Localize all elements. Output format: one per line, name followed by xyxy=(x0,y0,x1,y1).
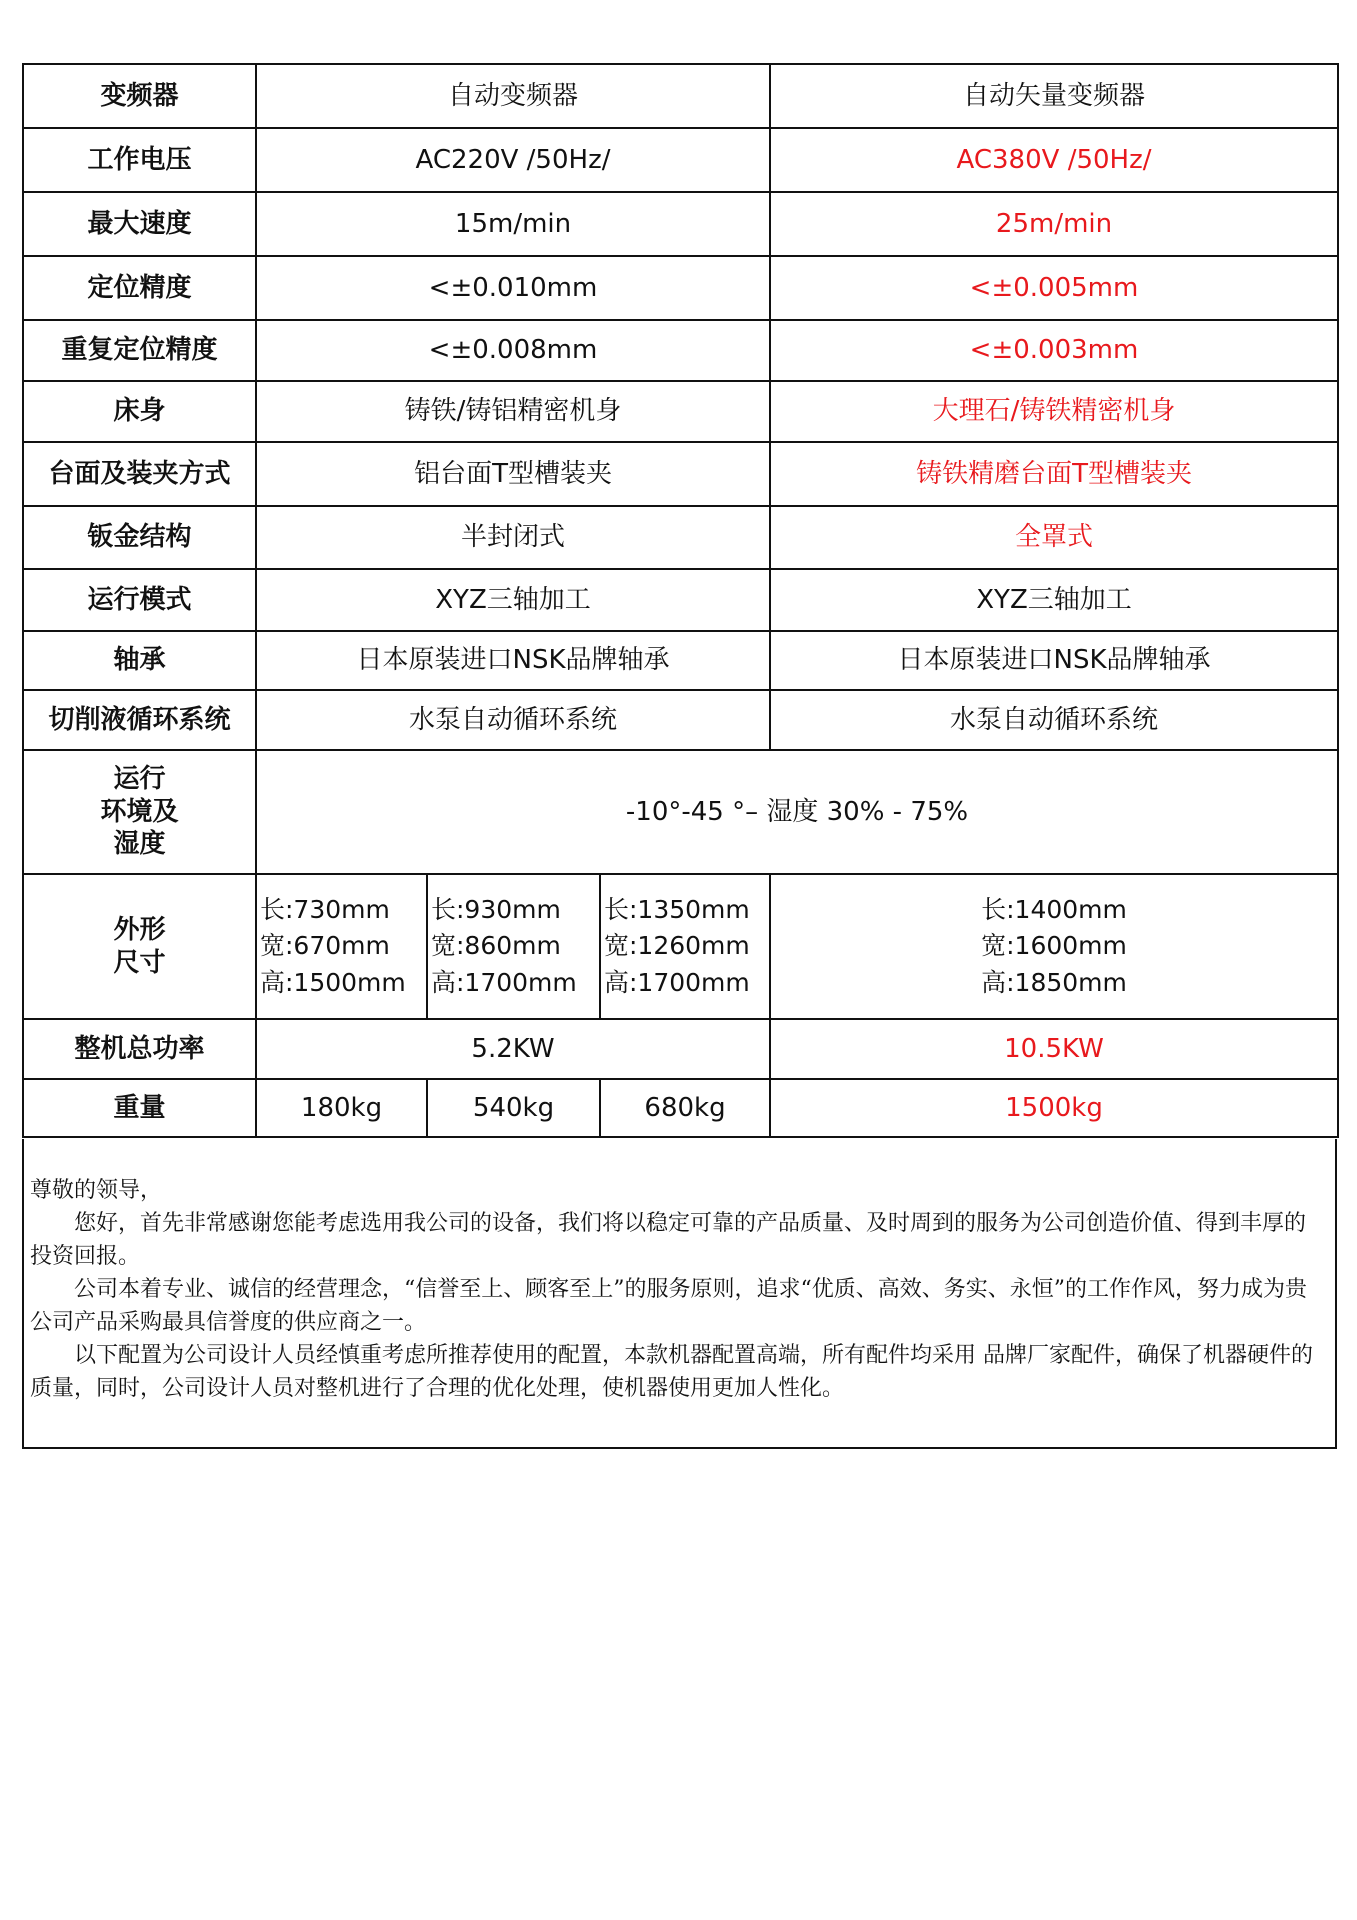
weight-model-3: 680kg xyxy=(600,1079,770,1137)
sheet-metal-left: 半封闭式 xyxy=(256,506,770,569)
dimension-height: 高:1500mm xyxy=(260,967,406,997)
dimension-length: 长:1350mm xyxy=(604,895,750,925)
max-speed-right: 25m/min xyxy=(770,192,1338,256)
coolant-left: 水泵自动循环系统 xyxy=(256,690,770,750)
letter-paragraph-1: 您好，首先非常感谢您能考虑选用我公司的设备，我们将以稳定可靠的产品质量、及时周到的服务为公司创造价值、得到丰厚的投资回报。 xyxy=(30,1211,1307,1269)
environment-value: -10°-45 °– 湿度 30% - 75% xyxy=(256,750,1338,874)
dimension-height: 高:1850mm xyxy=(981,967,1127,997)
label-sheet-metal: 钣金结构 xyxy=(23,506,256,569)
dimension-width: 宽:670mm xyxy=(260,931,390,961)
dimensions-model-3 xyxy=(600,874,770,1019)
row-inverter xyxy=(23,64,1338,128)
environment-label-line-1: 运行 xyxy=(113,764,166,795)
power-left: 5.2KW xyxy=(256,1019,770,1079)
environment-label-line-3: 湿度 xyxy=(113,829,166,860)
label-voltage: 工作电压 xyxy=(23,128,256,192)
bearing-right: 日本原装进口NSK品牌轴承 xyxy=(770,631,1338,690)
row-repeat-positioning xyxy=(23,320,1338,381)
dimensions-label-line-2: 尺寸 xyxy=(113,947,166,978)
row-positioning xyxy=(23,256,1338,320)
dimension-length: 长:1400mm xyxy=(981,895,1127,925)
label-run-mode: 运行模式 xyxy=(23,569,256,631)
row-bed xyxy=(23,381,1338,442)
row-coolant xyxy=(23,690,1338,750)
letter-greeting: 尊敬的领导， xyxy=(30,1178,163,1203)
dimensions-label-line-1: 外形 xyxy=(113,915,166,945)
label-power: 整机总功率 xyxy=(23,1019,256,1079)
label-repeat-positioning: 重复定位精度 xyxy=(23,320,256,381)
voltage-left: AC220V /50Hz/ xyxy=(256,128,770,192)
weight-model-4: 1500kg xyxy=(770,1079,1338,1137)
label-bearing: 轴承 xyxy=(23,631,256,690)
spec-table xyxy=(22,63,1339,1138)
label-environment xyxy=(23,750,256,874)
row-run-mode xyxy=(23,569,1338,631)
run-mode-left: XYZ三轴加工 xyxy=(256,569,770,631)
dimension-length: 长:730mm xyxy=(260,895,390,925)
row-max-speed xyxy=(23,192,1338,256)
bearing-left: 日本原装进口NSK品牌轴承 xyxy=(256,631,770,690)
positioning-right: <±0.005mm xyxy=(770,256,1338,320)
dimension-length: 长:930mm xyxy=(431,895,561,925)
inverter-left: 自动变频器 xyxy=(256,64,770,128)
dimension-height: 高:1700mm xyxy=(604,967,750,997)
dimensions-model-1 xyxy=(256,874,427,1019)
weight-model-2: 540kg xyxy=(427,1079,600,1137)
bed-right: 大理石/铸铁精密机身 xyxy=(770,381,1338,442)
row-bearing xyxy=(23,631,1338,690)
bed-left: 铸铁/铸铝精密机身 xyxy=(256,381,770,442)
row-dimensions xyxy=(23,874,1338,1019)
letter-paragraph-3: 以下配置为公司设计人员经慎重考虑所推荐使用的配置，本款机器配置高端，所有配件均采用 品牌厂家配件，确保了机器硬件的质量，同时，公司设计人员对整机进行了合理的优化处理，使机器使用更加人性化。 xyxy=(30,1343,1313,1401)
row-power xyxy=(23,1019,1338,1079)
positioning-left: <±0.010mm xyxy=(256,256,770,320)
label-positioning: 定位精度 xyxy=(23,256,256,320)
table-clamping-left: 铝台面T型槽装夹 xyxy=(256,442,770,506)
repeat-positioning-right: <±0.003mm xyxy=(770,320,1338,381)
label-table-clamping: 台面及装夹方式 xyxy=(23,442,256,506)
power-right: 10.5KW xyxy=(770,1019,1338,1079)
label-dimensions xyxy=(23,874,256,1019)
row-environment xyxy=(23,750,1338,874)
label-coolant: 切削液循环系统 xyxy=(23,690,256,750)
dimension-width: 宽:1260mm xyxy=(604,931,750,961)
letter-box xyxy=(22,1139,1337,1449)
dimension-width: 宽:860mm xyxy=(431,931,561,961)
row-voltage xyxy=(23,128,1338,192)
row-sheet-metal xyxy=(23,506,1338,569)
row-table-clamping xyxy=(23,442,1338,506)
table-clamping-right: 铸铁精磨台面T型槽装夹 xyxy=(770,442,1338,506)
environment-label-line-2: 环境及 xyxy=(100,796,179,827)
letter-paragraph-2: 公司本着专业、诚信的经营理念，“信誉至上、顾客至上”的服务原则，追求“优质、高效、务实、永恒”的工作作风，努力成为贵公司产品采购最具信誉度的供应商之一。 xyxy=(30,1277,1307,1335)
dimensions-model-2 xyxy=(427,874,600,1019)
dimension-height: 高:1700mm xyxy=(431,967,577,997)
voltage-right: AC380V /50Hz/ xyxy=(770,128,1338,192)
repeat-positioning-left: <±0.008mm xyxy=(256,320,770,381)
weight-model-1: 180kg xyxy=(256,1079,427,1137)
max-speed-left: 15m/min xyxy=(256,192,770,256)
run-mode-right: XYZ三轴加工 xyxy=(770,569,1338,631)
coolant-right: 水泵自动循环系统 xyxy=(770,690,1338,750)
inverter-right: 自动矢量变频器 xyxy=(770,64,1338,128)
sheet-metal-right: 全罩式 xyxy=(770,506,1338,569)
dimension-width: 宽:1600mm xyxy=(981,931,1127,961)
label-max-speed: 最大速度 xyxy=(23,192,256,256)
row-weight xyxy=(23,1079,1338,1137)
label-inverter: 变频器 xyxy=(23,64,256,128)
label-bed: 床身 xyxy=(23,381,256,442)
dimensions-model-4 xyxy=(770,874,1338,1019)
label-weight: 重量 xyxy=(23,1079,256,1137)
